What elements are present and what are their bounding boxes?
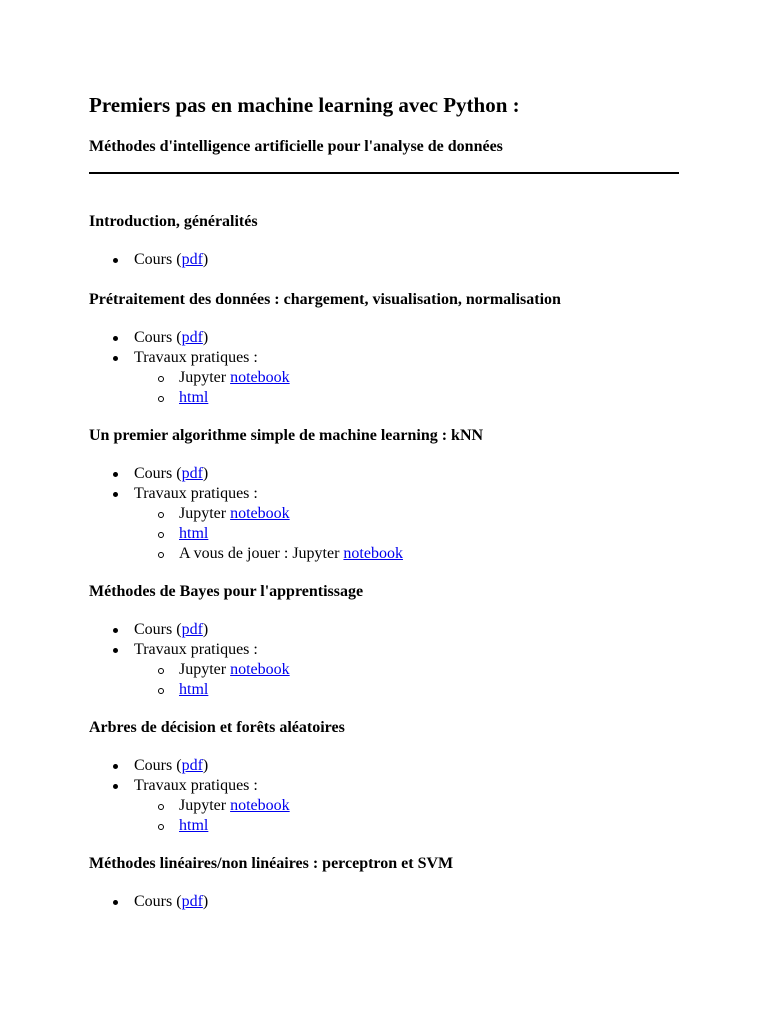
bullet-disc-icon	[113, 472, 118, 477]
notebook-link[interactable]: notebook	[230, 797, 290, 814]
bullet-circle-icon	[158, 668, 164, 674]
bullet-disc-icon	[113, 336, 118, 341]
bullet-disc-icon	[113, 492, 118, 497]
section-list	[89, 620, 689, 700]
list-item-travaux: Travaux pratiques : Jupyter notebook html	[89, 640, 689, 700]
page-subtitle: Méthodes d'intelligence artificielle pour l'analyse de données	[89, 138, 503, 155]
bullet-circle-icon	[158, 512, 164, 518]
sublist	[134, 504, 689, 564]
sublist-item-jupyter: Jupyter notebook	[134, 368, 689, 388]
notebook-link[interactable]: notebook	[230, 505, 290, 522]
bullet-disc-icon	[113, 784, 118, 789]
sublist-item-a-vous: A vous de jouer : Jupyter notebook	[134, 544, 689, 564]
sublist-item-html	[134, 524, 689, 544]
section-title: Prétraitement des données : chargement, visualisation, normalisation	[89, 291, 561, 308]
html-link[interactable]: html	[179, 389, 209, 406]
sublist	[134, 368, 689, 408]
section-title: Méthodes linéaires/non linéaires : perceptron et SVM	[89, 855, 454, 872]
sublist-item-jupyter: Jupyter notebook	[134, 796, 689, 816]
page-title: Premiers pas en machine learning avec Python :	[89, 93, 520, 117]
section-knn	[89, 426, 689, 564]
sublist-item-jupyter: Jupyter notebook	[134, 660, 689, 680]
bullet-disc-icon	[113, 258, 118, 263]
list-item-cours: Cours (pdf)	[89, 328, 689, 348]
bullet-circle-icon	[158, 396, 164, 402]
pdf-link[interactable]: pdf	[181, 251, 203, 268]
pdf-link[interactable]: pdf	[181, 621, 203, 638]
section-bayes	[89, 582, 689, 700]
section-introduction	[89, 212, 689, 270]
sublist-item-html	[134, 388, 689, 408]
html-link[interactable]: html	[179, 525, 209, 542]
pdf-link[interactable]: pdf	[181, 893, 203, 910]
bullet-circle-icon	[158, 552, 164, 558]
section-list	[89, 464, 689, 564]
section-list	[89, 250, 689, 270]
pdf-link[interactable]: pdf	[181, 757, 203, 774]
section-lineaires	[89, 854, 689, 912]
section-title: Méthodes de Bayes pour l'apprentissage	[89, 583, 364, 600]
sublist-item-jupyter: Jupyter notebook	[134, 504, 689, 524]
list-item-cours: Cours (pdf)	[89, 250, 689, 270]
notebook-link[interactable]: notebook	[230, 661, 290, 678]
list-item-cours: Cours (pdf)	[89, 756, 689, 776]
sublist-item-html	[134, 680, 689, 700]
sublist	[134, 660, 689, 700]
bullet-disc-icon	[113, 900, 118, 905]
section-list	[89, 892, 689, 912]
section-arbres	[89, 718, 689, 836]
html-link[interactable]: html	[179, 817, 209, 834]
bullet-disc-icon	[113, 648, 118, 653]
course-sections	[89, 212, 689, 930]
bullet-disc-icon	[113, 628, 118, 633]
bullet-circle-icon	[158, 804, 164, 810]
list-item-travaux: Travaux pratiques : Jupyter notebook html	[89, 348, 689, 408]
list-item-cours: Cours (pdf)	[89, 464, 689, 484]
sublist-item-html	[134, 816, 689, 836]
section-title: Arbres de décision et forêts aléatoires	[89, 719, 345, 736]
pdf-link[interactable]: pdf	[181, 329, 203, 346]
section-title: Un premier algorithme simple de machine learning : kNN	[89, 427, 484, 444]
bullet-disc-icon	[113, 356, 118, 361]
list-item-cours: Cours (pdf)	[89, 620, 689, 640]
bullet-circle-icon	[158, 688, 164, 694]
sublist	[134, 796, 689, 836]
bullet-disc-icon	[113, 764, 118, 769]
pdf-link[interactable]: pdf	[181, 465, 203, 482]
list-item-travaux: Travaux pratiques : Jupyter notebook html A vous de jouer : Jupyter notebook	[89, 484, 689, 564]
list-item-travaux: Travaux pratiques : Jupyter notebook html	[89, 776, 689, 836]
list-item-cours: Cours (pdf)	[89, 892, 689, 912]
section-pretraitement	[89, 290, 689, 408]
bullet-circle-icon	[158, 824, 164, 830]
section-list	[89, 756, 689, 836]
html-link[interactable]: html	[179, 681, 209, 698]
section-title: Introduction, généralités	[89, 213, 258, 230]
notebook-link[interactable]: notebook	[230, 369, 290, 386]
bullet-circle-icon	[158, 376, 164, 382]
section-list	[89, 328, 689, 408]
bullet-circle-icon	[158, 532, 164, 538]
notebook-link[interactable]: notebook	[343, 545, 403, 562]
horizontal-rule	[89, 172, 679, 174]
